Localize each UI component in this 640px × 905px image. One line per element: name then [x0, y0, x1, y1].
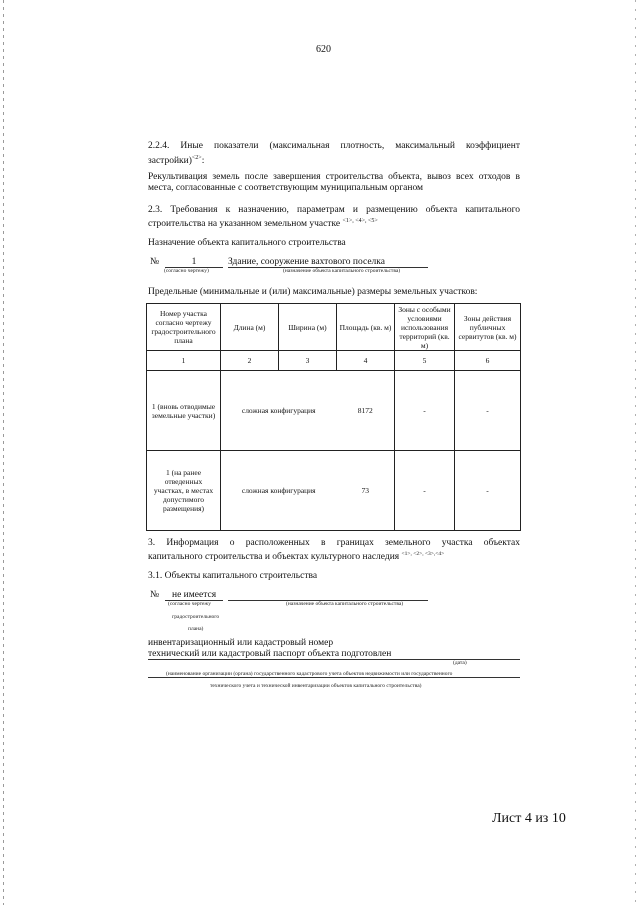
s3-refs: <1>, <2>, <3>,<4>	[401, 551, 445, 557]
land-plots-table	[146, 303, 521, 531]
row-servitude: -	[455, 451, 521, 531]
cap-value	[165, 590, 223, 601]
s224-line1: 2.2.4. Иные показатели (максимальная плотность, максимальный коэффициент	[148, 141, 520, 151]
date-caption: (дата)	[453, 660, 467, 666]
s224-line2-text: застройки)	[148, 156, 192, 167]
row-area: 73	[337, 451, 395, 531]
s23-line2-text: строительства на указанном земельном участке	[148, 219, 341, 230]
header-cell: Зоны действия публичных сервитутов (кв. м)	[455, 304, 521, 351]
s3-line2-text: капитального строительства и объектах культурного наследия	[148, 552, 400, 563]
scan-edge-right	[635, 0, 636, 905]
header-cell: Площадь (кв. м)	[337, 304, 395, 351]
recultivation-line2: места, согласованные с соответствующим муниципальным органом	[148, 183, 424, 193]
row-configuration: сложная конфигурация	[221, 451, 337, 531]
s23-refs: <1>, <4>, <5>	[342, 218, 378, 224]
purpose-no-label: №	[150, 257, 160, 267]
cap-value-text: не имеется	[172, 590, 217, 600]
cap-no-label: №	[150, 590, 160, 600]
column-number: 6	[455, 351, 521, 371]
s23-line1: 2.3. Требования к назначению, параметрам и размещению объекта капитального	[148, 205, 520, 215]
column-number: 5	[395, 351, 455, 371]
row-zones: -	[395, 451, 455, 531]
cap-caption-left-1: (согласно чертежу	[168, 601, 211, 607]
row-configuration: сложная конфигурация	[221, 371, 337, 451]
s23-line2	[148, 216, 378, 230]
cap-caption-left-3: плана)	[188, 626, 204, 632]
table-number-row	[147, 351, 521, 371]
s3-line1: 3. Информация о расположенных в границах земельного участка объектах	[148, 538, 520, 548]
table-row	[147, 371, 521, 451]
purpose-caption-right: (назначение объекта капитального строительства)	[283, 268, 401, 274]
sizes-heading: Предельные (минимальные и (или) максимальные) размеры земельных участков:	[148, 287, 478, 297]
header-cell: Длина (м)	[221, 304, 279, 351]
table-row	[147, 451, 521, 531]
purpose-no-value: 1	[165, 257, 223, 268]
table-header-row	[147, 304, 521, 351]
org-caption-1: (наименование организации (органа) государственного кадастрового учета объектов недвижимости или государственного	[166, 671, 453, 677]
s224-ref: <2>	[191, 155, 202, 161]
purpose-heading: Назначение объекта капитального строительства	[148, 238, 346, 248]
page-number: 620	[316, 44, 331, 55]
header-cell: Зоны с особыми условиями использования территорий (кв. м)	[395, 304, 455, 351]
purpose-value: Здание, сооружение вахтового поселка	[228, 257, 428, 268]
column-number: 3	[279, 351, 337, 371]
s224-end: :	[201, 156, 205, 167]
column-number: 2	[221, 351, 279, 371]
recultivation-line1: Рекультивация земель после завершения строительства объекта, вывоз всех отходов в	[148, 172, 520, 182]
org-line	[148, 677, 520, 678]
row-zones: -	[395, 371, 455, 451]
sheet-number: Лист 4 из 10	[492, 811, 566, 826]
row-area: 8172	[337, 371, 395, 451]
column-number: 1	[147, 351, 221, 371]
org-caption-2: технического учета и технической инвентаризации объектов капитального строительства)	[210, 683, 422, 689]
scan-edge-left	[3, 0, 4, 905]
inventory-number: инвентаризационный или кадастровый номер	[148, 638, 334, 648]
header-cell: Номер участка согласно чертежу градостроительного плана	[147, 304, 221, 351]
row-plot-number: 1 (на ранее отведенных участках, в местах допустимого размещения)	[147, 451, 221, 531]
row-servitude: -	[455, 371, 521, 451]
purpose-caption-left: (согласно чертежу)	[164, 268, 209, 274]
s31-heading: 3.1. Объекты капитального строительства	[148, 571, 318, 581]
cap-caption-left-2: градостроительного	[172, 614, 220, 620]
s224-line2	[148, 153, 204, 167]
s3-line2	[148, 549, 444, 563]
column-number: 4	[337, 351, 395, 371]
technical-passport: технический или кадастровый паспорт объекта подготовлен	[148, 649, 520, 660]
header-cell: Ширина (м)	[279, 304, 337, 351]
cap-caption-right: (назначение объекта капитального строительства)	[286, 601, 404, 607]
row-plot-number: 1 (вновь отводимые земельные участки)	[147, 371, 221, 451]
